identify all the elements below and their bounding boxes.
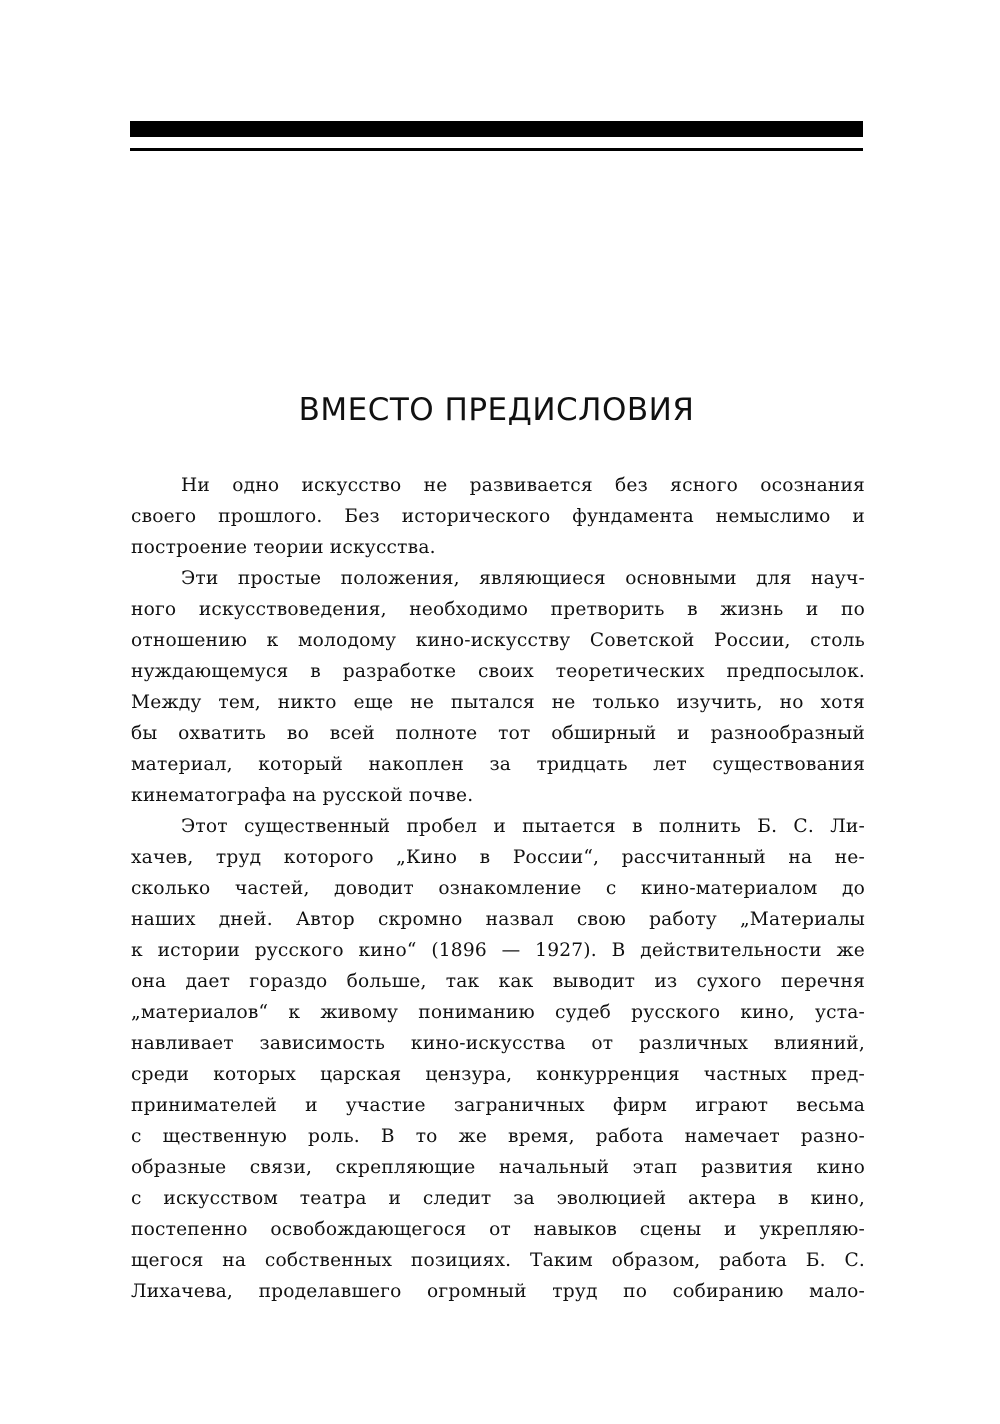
text-line: навливает зависимость кино-искусства от различных влияний, — [131, 1033, 865, 1054]
text-line: ного искусствоведения, необходимо претворить в жизнь и по — [131, 599, 865, 620]
text-line: к истории русского кино“ (1896 — 1927). В действительности же — [131, 940, 865, 961]
text-line: Этот существенный пробел и пытается в полнить Б. С. Ли- — [181, 816, 865, 837]
text-line: Ни одно искусство не развивается без ясного осознания — [181, 475, 865, 496]
text-line: с искусством театра и следит за эволюцией актера в кино, — [131, 1188, 865, 1209]
body-text — [131, 470, 865, 1307]
text-line: „материалов“ к живому пониманию судеб русского кино, уста- — [131, 1002, 865, 1023]
text-line: постепенно освобождающегося от навыков сцены и укрепляю- — [131, 1219, 865, 1240]
text-line: своего прошлого. Без исторического фундамента немыслимо и — [131, 506, 865, 527]
text-line: Между тем, никто еще не пытался не только изучить, но хотя — [131, 692, 865, 713]
text-line: среди которых царская цензура, конкурренция частных пред- — [131, 1064, 865, 1085]
header-rule-thin — [130, 148, 863, 151]
text-line: построение теории искусства. — [131, 537, 436, 558]
text-line: с щественную роль. В то же время, работа намечает разно- — [131, 1126, 865, 1147]
text-line: кинематографа на русской почве. — [131, 785, 474, 806]
text-line: наших дней. Автор скромно назвал свою работу „Материалы — [131, 909, 865, 930]
text-line: бы охватить во всей полноте тот обширный и разнообразный — [131, 723, 865, 744]
text-line: принимателей и участие заграничных фирм играют весьма — [131, 1095, 865, 1116]
text-line: Лихачева, проделавшего огромный труд по собиранию мало- — [131, 1281, 865, 1302]
text-line: хачев, труд которого „Кино в России“, рассчитанный на не- — [131, 847, 865, 868]
text-line: сколько частей, доводит ознакомление с кино-материалом до — [131, 878, 865, 899]
text-line: отношению к молодому кино-искусству Советской России, столь — [131, 630, 865, 651]
text-line: образные связи, скрепляющие начальный этап развития кино — [131, 1157, 865, 1178]
text-line: нуждающемуся в разработке своих теоретических предпосылок. — [131, 661, 865, 682]
text-line: Эти простые положения, являющиеся основными для науч- — [181, 568, 865, 589]
page-title: ВМЕСТО ПРЕДИСЛОВИЯ — [298, 392, 695, 428]
text-line: материал, который накоплен за тридцать лет существования — [131, 754, 865, 775]
header-rule-thick — [130, 121, 863, 137]
text-line: она дает гораздо больше, так как выводит из сухого перечня — [131, 971, 865, 992]
text-line: щегося на собственных позициях. Таким образом, работа Б. С. — [131, 1250, 865, 1271]
